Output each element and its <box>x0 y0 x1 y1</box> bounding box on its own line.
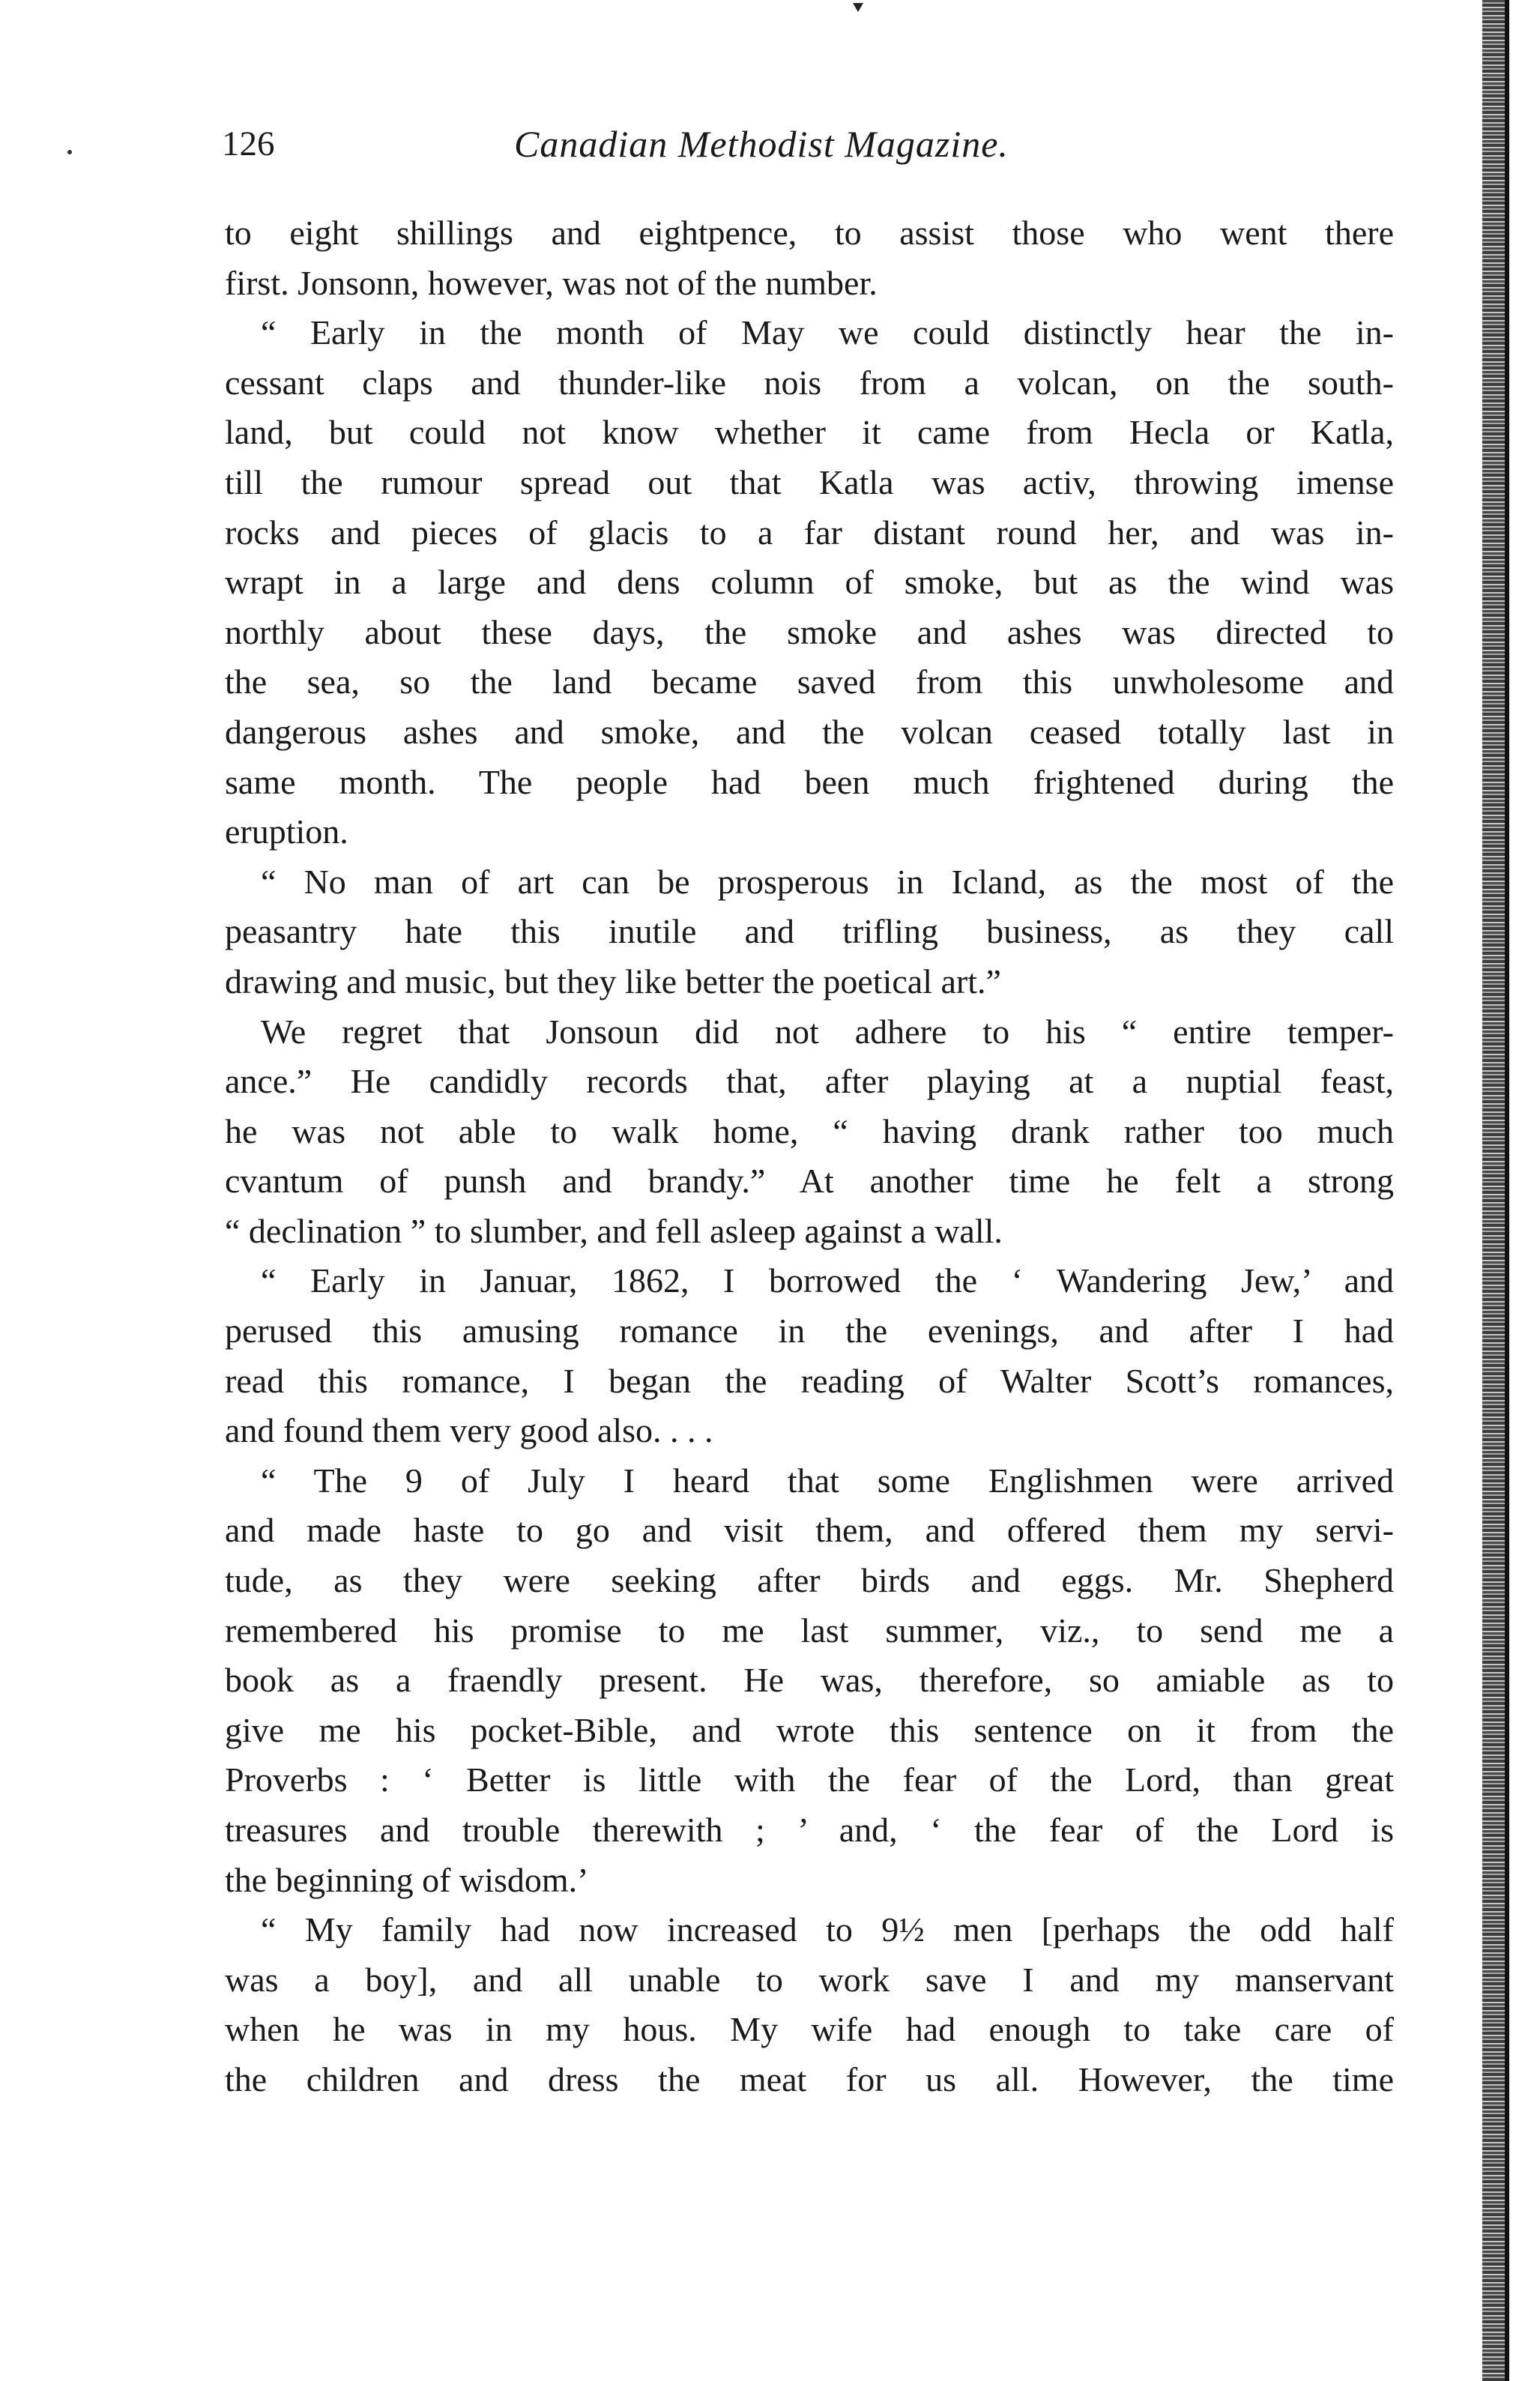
running-head <box>222 121 1159 174</box>
text-line: to eight shillings and eightpence, to assist those who went there <box>225 214 1394 252</box>
text-line: give me his pocket-Bible, and wrote this sentence on it from the <box>225 1710 1394 1749</box>
stray-ink-dot <box>67 150 72 154</box>
body-text <box>225 208 1394 2105</box>
text-line: land, but could not know whether it came from Hecla or Katla, <box>225 413 1394 452</box>
text-line: read this romance, I began the reading of Walter Scott’s romances, <box>225 1361 1394 1400</box>
text-line: perused this amusing romance in the evenings, and after I had <box>225 1312 1394 1351</box>
text-line: wrapt in a large and dens column of smoke, but as the wind was <box>225 563 1394 602</box>
text-line: “ No man of art can be prosperous in Icland, as the most of the <box>261 862 1394 901</box>
text-line: “ My family had now increased to 9½ men [perhaps the odd half <box>261 1910 1394 1949</box>
text-line: northly about these days, the smoke and ashes was directed to <box>225 612 1394 651</box>
scan-edge-line <box>1505 0 1509 2381</box>
running-title: Canadian Methodist Magazine. <box>514 123 1009 165</box>
text-line: tude, as they were seeking after birds and eggs. Mr. Shepherd <box>225 1561 1394 1600</box>
page-number: 126 <box>222 124 275 163</box>
text-line: drawing and music, but they like better the poetical art.” <box>225 962 1001 1001</box>
text-line: Proverbs : ‘ Better is little with the fear of the Lord, than great <box>225 1760 1394 1799</box>
text-line: ance.” He candidly records that, after playing at a nuptial feast, <box>225 1062 1394 1101</box>
text-line: “ declination ” to slumber, and fell asleep against a wall. <box>225 1211 1003 1250</box>
text-line: was a boy], and all unable to work save I and my manservant <box>225 1960 1394 1999</box>
text-line: “ Early in the month of May we could distinctly hear the in- <box>261 313 1394 352</box>
text-line: same month. The people had been much frightened during the <box>225 762 1394 801</box>
text-line: cessant claps and thunder-like nois from a volcan, on the south- <box>225 363 1394 402</box>
text-line: treasures and trouble therewith ; ’ and, ‘ the fear of the Lord is <box>225 1811 1394 1849</box>
text-line: We regret that Jonsoun did not adhere to his “ entire temper- <box>261 1012 1394 1051</box>
scan-edge-shadow <box>1482 0 1508 2381</box>
text-line: till the rumour spread out that Katla was activ, throwing imense <box>225 462 1394 501</box>
text-line: when he was in my hous. My wife had enough to take care of <box>225 2010 1394 2049</box>
text-line: peasantry hate this inutile and trifling business, as they call <box>225 912 1394 951</box>
top-ink-mark <box>853 3 863 12</box>
text-line: rocks and pieces of glacis to a far distant round her, and was in- <box>225 513 1394 552</box>
text-line: and found them very good also. . . . <box>225 1411 713 1450</box>
text-line: remembered his promise to me last summer, viz., to send me a <box>225 1611 1394 1650</box>
text-line: “ Early in Januar, 1862, I borrowed the ‘ Wandering Jew,’ and <box>261 1261 1394 1300</box>
text-line: first. Jonsonn, however, was not of the number. <box>225 263 878 302</box>
text-line: the sea, so the land became saved from this unwholesome and <box>225 663 1394 701</box>
text-line: and made haste to go and visit them, and offered them my servi- <box>225 1511 1394 1550</box>
text-line: book as a fraendly present. He was, therefore, so amiable as to <box>225 1661 1394 1700</box>
text-line: cvantum of punsh and brandy.” At another time he felt a strong <box>225 1162 1394 1201</box>
text-line: “ The 9 of July I heard that some Englishmen were arrived <box>261 1461 1394 1500</box>
text-line: he was not able to walk home, “ having drank rather too much <box>225 1111 1394 1150</box>
text-line: dangerous ashes and smoke, and the volcan ceased totally last in <box>225 712 1394 751</box>
text-line: the beginning of wisdom.’ <box>225 1860 589 1899</box>
text-line: the children and dress the meat for us all. However, the time <box>225 2059 1394 2098</box>
text-line: eruption. <box>225 812 348 851</box>
